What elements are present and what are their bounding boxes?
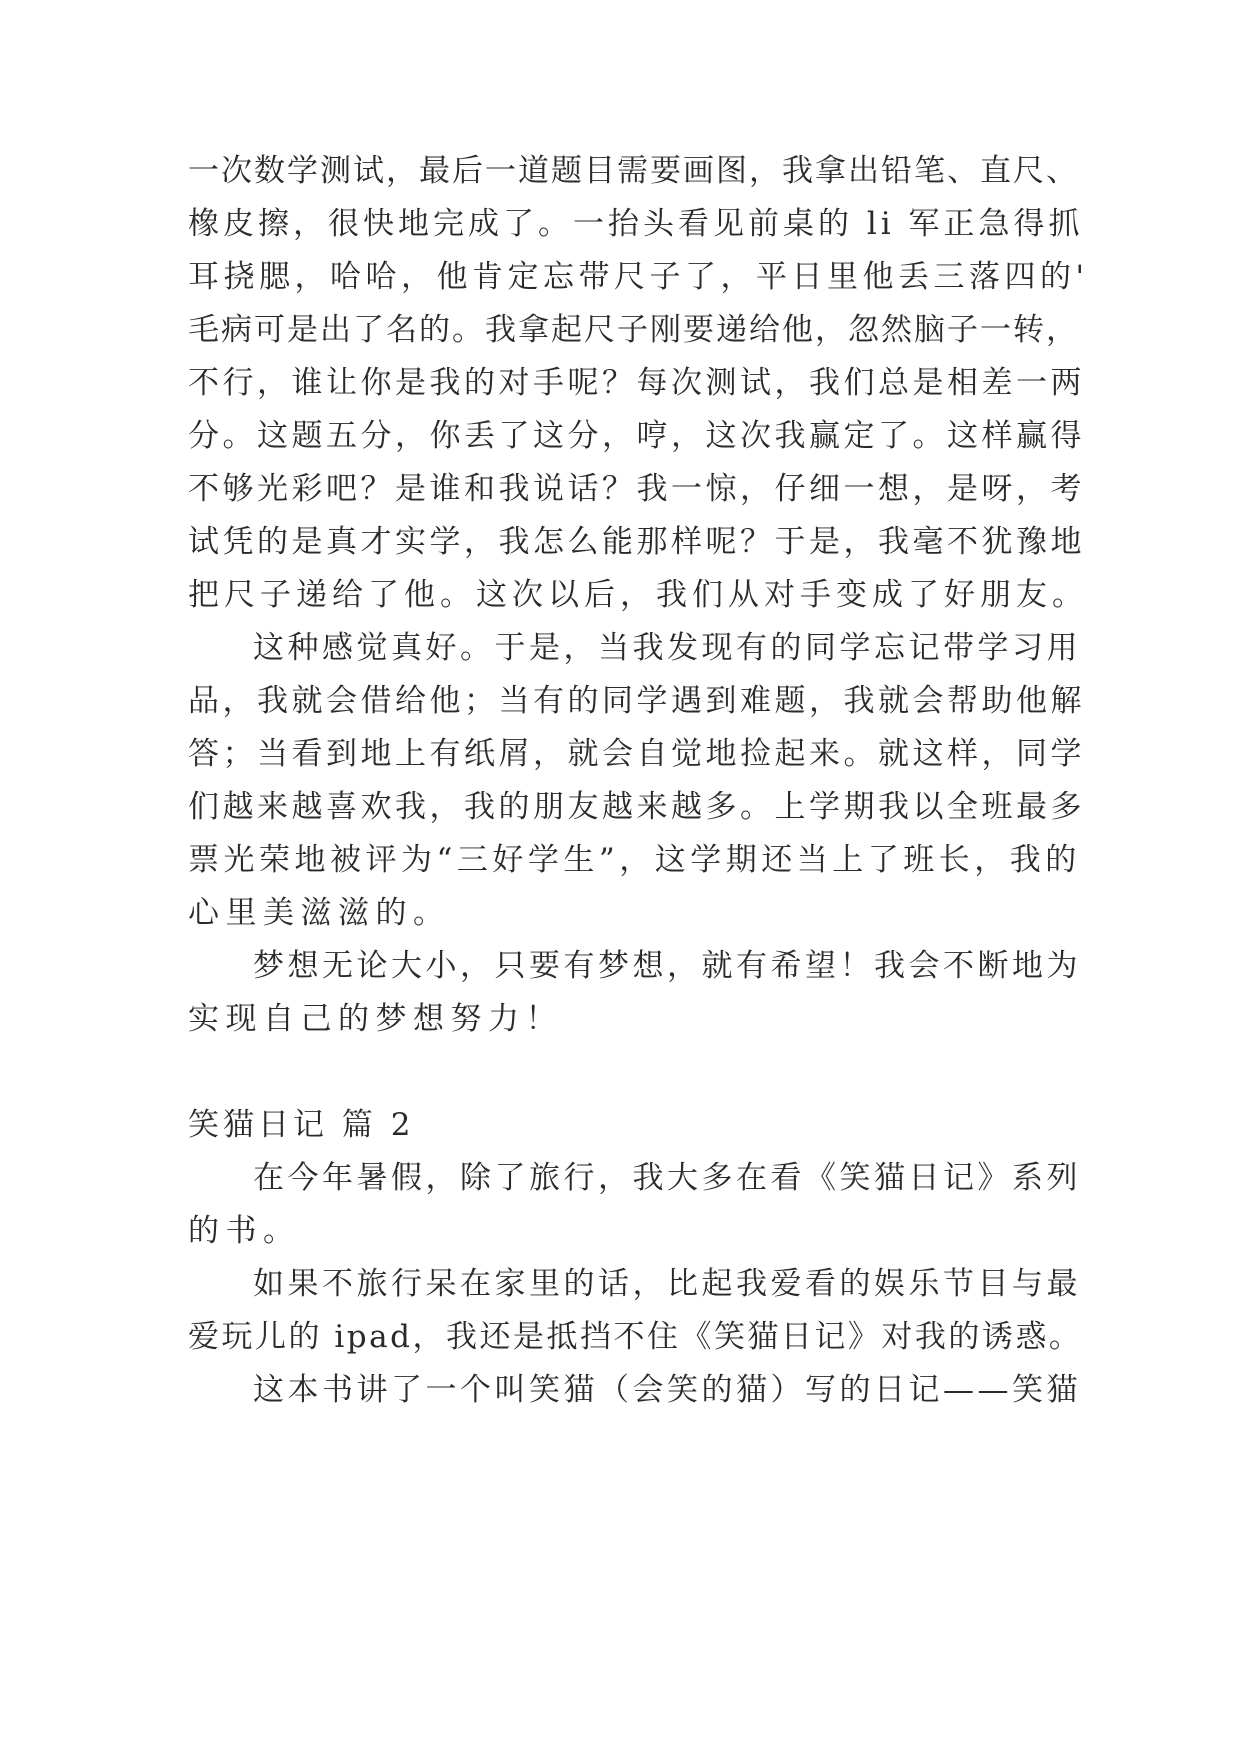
text-line: 的书。 <box>188 1213 301 1249</box>
section-heading: 笑猫日记 篇 2 <box>188 1107 415 1143</box>
text-line: 在今年暑假，除了旅行，我大多在看《笑猫日记》系列 <box>253 1160 1081 1196</box>
text-line: 们越来越喜欢我，我的朋友越来越多。上学期我以全班最多 <box>188 789 1085 825</box>
text-line: 梦想无论大小，只要有梦想，就有希望！我会不断地为 <box>253 948 1081 984</box>
text-line: 实现自己的梦想努力！ <box>188 1001 563 1037</box>
text-line: 如果不旅行呆在家里的话，比起我爱看的娱乐节目与最 <box>253 1266 1081 1302</box>
text-line: 票光荣地被评为“三好学生”，这学期还当上了班长，我的 <box>188 842 1081 878</box>
text-line: 不行，谁让你是我的对手呢？每次测试，我们总是相差一两 <box>188 365 1085 401</box>
text-line: 橡皮擦，很快地完成了。一抬头看见前桌的 li 军正急得抓 <box>188 206 1084 242</box>
text-line: 一次数学测试，最后一道题目需要画图，我拿出铅笔、直尺、 <box>188 153 1079 189</box>
text-line: 试凭的是真才实学，我怎么能那样呢？于是，我毫不犹豫地 <box>188 524 1085 560</box>
text-line: 品，我就会借给他；当有的同学遇到难题，我就会帮助他解 <box>188 683 1085 719</box>
text-line: 耳挠腮，哈哈，他肯定忘带尺子了，平日里他丢三落四的' <box>188 259 1089 295</box>
text-line: 答；当看到地上有纸屑，就会自觉地捡起来。就这样，同学 <box>188 736 1085 772</box>
text-line: 分。这题五分，你丢了这分，哼，这次我赢定了。这样赢得 <box>188 418 1085 454</box>
text-line: 爱玩儿的 ipad，我还是抵挡不住《笑猫日记》对我的诱惑。 <box>188 1319 1083 1355</box>
text-line: 这本书讲了一个叫笑猫（会笑的猫）写的日记——笑猫 <box>253 1372 1081 1408</box>
text-line: 心里美滋滋的。 <box>188 895 451 931</box>
text-line: 毛病可是出了名的。我拿起尺子刚要递给他，忽然脑子一转， <box>188 312 1079 348</box>
text-line: 这种感觉真好。于是，当我发现有的同学忘记带学习用 <box>253 630 1081 666</box>
text-line: 不够光彩吧？是谁和我说话？我一惊，仔细一想，是呀，考 <box>188 471 1085 507</box>
text-line: 把尺子递给了他。这次以后，我们从对手变成了好朋友。 <box>188 577 1088 613</box>
